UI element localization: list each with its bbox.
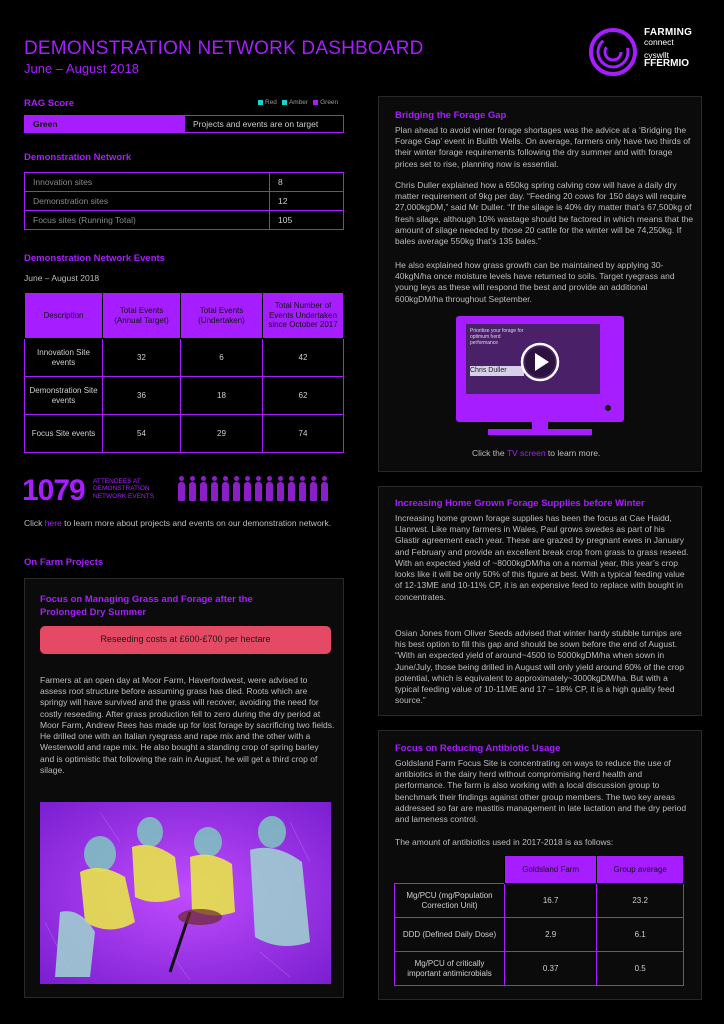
table-header-row	[25, 293, 344, 339]
table-row	[395, 884, 684, 918]
event-undertaken: 18	[181, 377, 263, 415]
attendees-count: 1079	[22, 474, 85, 507]
events-heading: Demonstration Network Events	[24, 253, 165, 264]
person-icon	[266, 476, 273, 502]
event-desc: Demonstration Site events	[25, 377, 103, 415]
event-since: 62	[263, 377, 344, 415]
table-row	[395, 952, 684, 986]
network-label: Innovation sites	[25, 173, 270, 192]
events-table	[24, 292, 344, 453]
event-desc: Focus Site events	[25, 415, 103, 453]
events-period: June – August 2018	[24, 273, 100, 283]
farmers-inspecting-soil-image	[40, 802, 331, 984]
rag-legend	[258, 99, 338, 106]
network-value: 8	[270, 173, 344, 192]
legend-green: Green	[313, 99, 338, 106]
antibiotic-title: Focus on Reducing Antibiotic Usage	[395, 743, 561, 754]
forage-gap-title: Bridging the Forage Gap	[395, 110, 507, 121]
metric-label: Mg/PCU (mg/Population Correction Unit)	[395, 884, 505, 918]
article-title: Focus on Managing Grass and Forage after the Prolonged Dry Summer	[40, 594, 253, 618]
logo-line-3: cyswllt	[644, 49, 670, 60]
people-icons	[178, 476, 328, 502]
farming-connect-logo	[586, 26, 706, 78]
person-icon	[222, 476, 229, 502]
column-header	[395, 856, 505, 884]
event-target: 54	[103, 415, 181, 453]
home-grown-p1: Increasing home grown forage supplies has been the focus at Cae Haidd, Llanrwst. Like many farmers in Wales, Paul grows swedes as part of his Glastir agreement each year. These are grazed by pregnant ewes in January and February and provide an excellent break crop from grass to grass reseed. With an expected yield of ~8000kgDM/ha on a normal year, this year’s crop looks like it will be only 50% of this figure at best. With a typical feeding value of 12-13ME and 10-11% CP, it is an expensive feed to replace with bought in concentrates.	[395, 513, 689, 602]
rag-status: Green	[25, 116, 185, 132]
table-row	[25, 377, 344, 415]
column-header: Description	[25, 293, 103, 339]
swirl-logo-icon	[586, 26, 640, 78]
table-row	[25, 211, 344, 230]
person-icon	[244, 476, 251, 502]
tv-screen-link[interactable]: TV screen	[506, 448, 546, 458]
group-average-value: 0.5	[597, 952, 684, 986]
event-target: 36	[103, 377, 181, 415]
rag-status-box	[24, 115, 344, 133]
network-value: 105	[270, 211, 344, 230]
table-row	[25, 173, 344, 192]
column-header: Goldsland Farm	[505, 856, 597, 884]
antibiotic-p2: The amount of antibiotics used in 2017-2018 is as follows:	[395, 837, 614, 847]
farm-value: 16.7	[505, 884, 597, 918]
reseeding-callout: Reseeding costs at £600-£700 per hectare	[40, 626, 331, 654]
home-grown-title: Increasing Home Grown Forage Supplies before Winter	[395, 498, 645, 509]
forage-gap-p2: Chris Duller explained how a 650kg spring calving cow will have a daily dry matter requirement of 9kg per day. “Feeding 20 cows for 150 days will require 27,000kgDM,” said Mr Duller. “If the silage is 40% dry matter that’s 67,500kg of fresh silage, although 10% wastage should be factored in which means that the amount of silage needed by those 20 cattle for the winter will be 74,250kg. If bales average 550kg that’s 135 bales.”	[395, 180, 694, 247]
event-since: 42	[263, 339, 344, 377]
logo-line-1: FARMING	[644, 27, 693, 38]
farm-value: 0.37	[505, 952, 597, 986]
person-icon	[211, 476, 218, 502]
legend-amber: Amber	[282, 99, 308, 106]
table-row	[25, 339, 344, 377]
page-subtitle: June – August 2018	[24, 61, 139, 76]
tv-top-text: Prioritise your forage for optimum herd performance	[470, 328, 524, 346]
network-heading: Demonstration Network	[24, 152, 132, 163]
person-icon	[310, 476, 317, 502]
farm-value: 2.9	[505, 918, 597, 952]
tv-screen-video[interactable]	[456, 316, 624, 438]
learn-more-link[interactable]: here	[44, 518, 62, 528]
page-title: DEMONSTRATION NETWORK DASHBOARD	[24, 38, 424, 59]
column-header: Total Number of Events Undertaken since October 2017	[263, 293, 344, 339]
column-header: Total Events (Annual Target)	[103, 293, 181, 339]
column-header: Group average	[597, 856, 684, 884]
metric-label: Mg/PCU of critically important antimicrobials	[395, 952, 505, 986]
person-icon	[189, 476, 196, 502]
home-grown-p2: Osian Jones from Oliver Seeds advised that winter hardy stubble turnips are his best option to fill this gap and should be sown before the end of August. “With an expected yield of around~4500 to 5000kgDM/ha when sown in June/July, those being drilled in August will only yield around 60% of the crop potential, which is equivalent to approximately~3000kgDM/ha. But with a typical feeding value of 10-11ME and 17 – 18% CP, it is a high quality feed source.”	[395, 628, 685, 706]
person-icon	[200, 476, 207, 502]
forage-gap-p1: Plan ahead to avoid winter forage shortages was the advice at a ‘Bridging the Forage Gap’ event in Builth Wells. On average, farmers only have two thirds of their winter forage requirements following the dry summer and with forage prices set to rise, planning now is essential.	[395, 125, 691, 169]
network-label: Demonstration sites	[25, 192, 270, 211]
rag-message: Projects and events are on target	[193, 119, 319, 129]
event-target: 32	[103, 339, 181, 377]
tv-click-note: Click the TV screen to learn more.	[472, 448, 601, 458]
table-header-row	[395, 856, 684, 884]
forage-gap-p3: He also explained how grass growth can be maintained by applying 30-40kgN/ha once moisture levels have returned to soils. Target ryegrass and young leys as these will respond the best and provide an additional 600kgDM/ha throughout September.	[395, 260, 675, 304]
person-icon	[233, 476, 240, 502]
person-icon	[178, 476, 185, 502]
logo-line-2: connect	[644, 37, 674, 47]
farmers-photo	[40, 802, 331, 984]
network-value: 12	[270, 192, 344, 211]
event-desc: Innovation Site events	[25, 339, 103, 377]
on-farm-heading: On Farm Projects	[24, 557, 104, 568]
attendees-label: ATTENDEES AT DEMONSTRATION NETWORK EVENTS	[93, 478, 155, 500]
legend-red: Red	[258, 99, 277, 106]
person-icon	[288, 476, 295, 502]
antibiotic-table	[394, 855, 684, 986]
person-icon	[299, 476, 306, 502]
person-icon	[255, 476, 262, 502]
table-row	[25, 415, 344, 453]
group-average-value: 23.2	[597, 884, 684, 918]
person-icon	[321, 476, 328, 502]
network-label: Focus sites (Running Total)	[25, 211, 270, 230]
person-icon	[277, 476, 284, 502]
logo-line-4: FFERMIO	[644, 58, 689, 69]
antibiotic-p1: Goldsland Farm Focus Site is concentrating on ways to reduce the use of antibiotics in the dairy herd without compromising herd health and performance. The farm is also working with a local discussion group to benchmark their findings against other group members. The two key areas addressed so far are mastitis management in late lactation and the dry period and lameness control.	[395, 758, 687, 825]
table-row	[395, 918, 684, 952]
event-undertaken: 29	[181, 415, 263, 453]
table-row	[25, 192, 344, 211]
rag-heading: RAG Score	[24, 98, 75, 109]
event-undertaken: 6	[181, 339, 263, 377]
event-since: 74	[263, 415, 344, 453]
group-average-value: 6.1	[597, 918, 684, 952]
on-farm-body: Farmers at an open day at Moor Farm, Haverfordwest, were advised to assess root structure before assuming grass has died. Roots which are springy will have survived and the grass will recover, avoiding the need for costly reseeding. After grass production fell to zero during the dry period at Moor Farm, Andrew Rees has made up for lost forage by sacrificing two fields. He drilled one with an Italian ryegrass and rape mix and the other with a Westerwold and rape mix. He also bought a standing crop of spring barley and is optimistic that following the rain in August, he will get a third crop of silage.	[40, 675, 335, 775]
column-header: Total Events (Undertaken)	[181, 293, 263, 339]
metric-label: DDD (Defined Daily Dose)	[395, 918, 505, 952]
attendees-note: Click here to learn more about projects and events on our demonstration network.	[24, 518, 332, 528]
tv-caption: Chris Duller	[470, 367, 507, 374]
network-table	[24, 172, 344, 230]
